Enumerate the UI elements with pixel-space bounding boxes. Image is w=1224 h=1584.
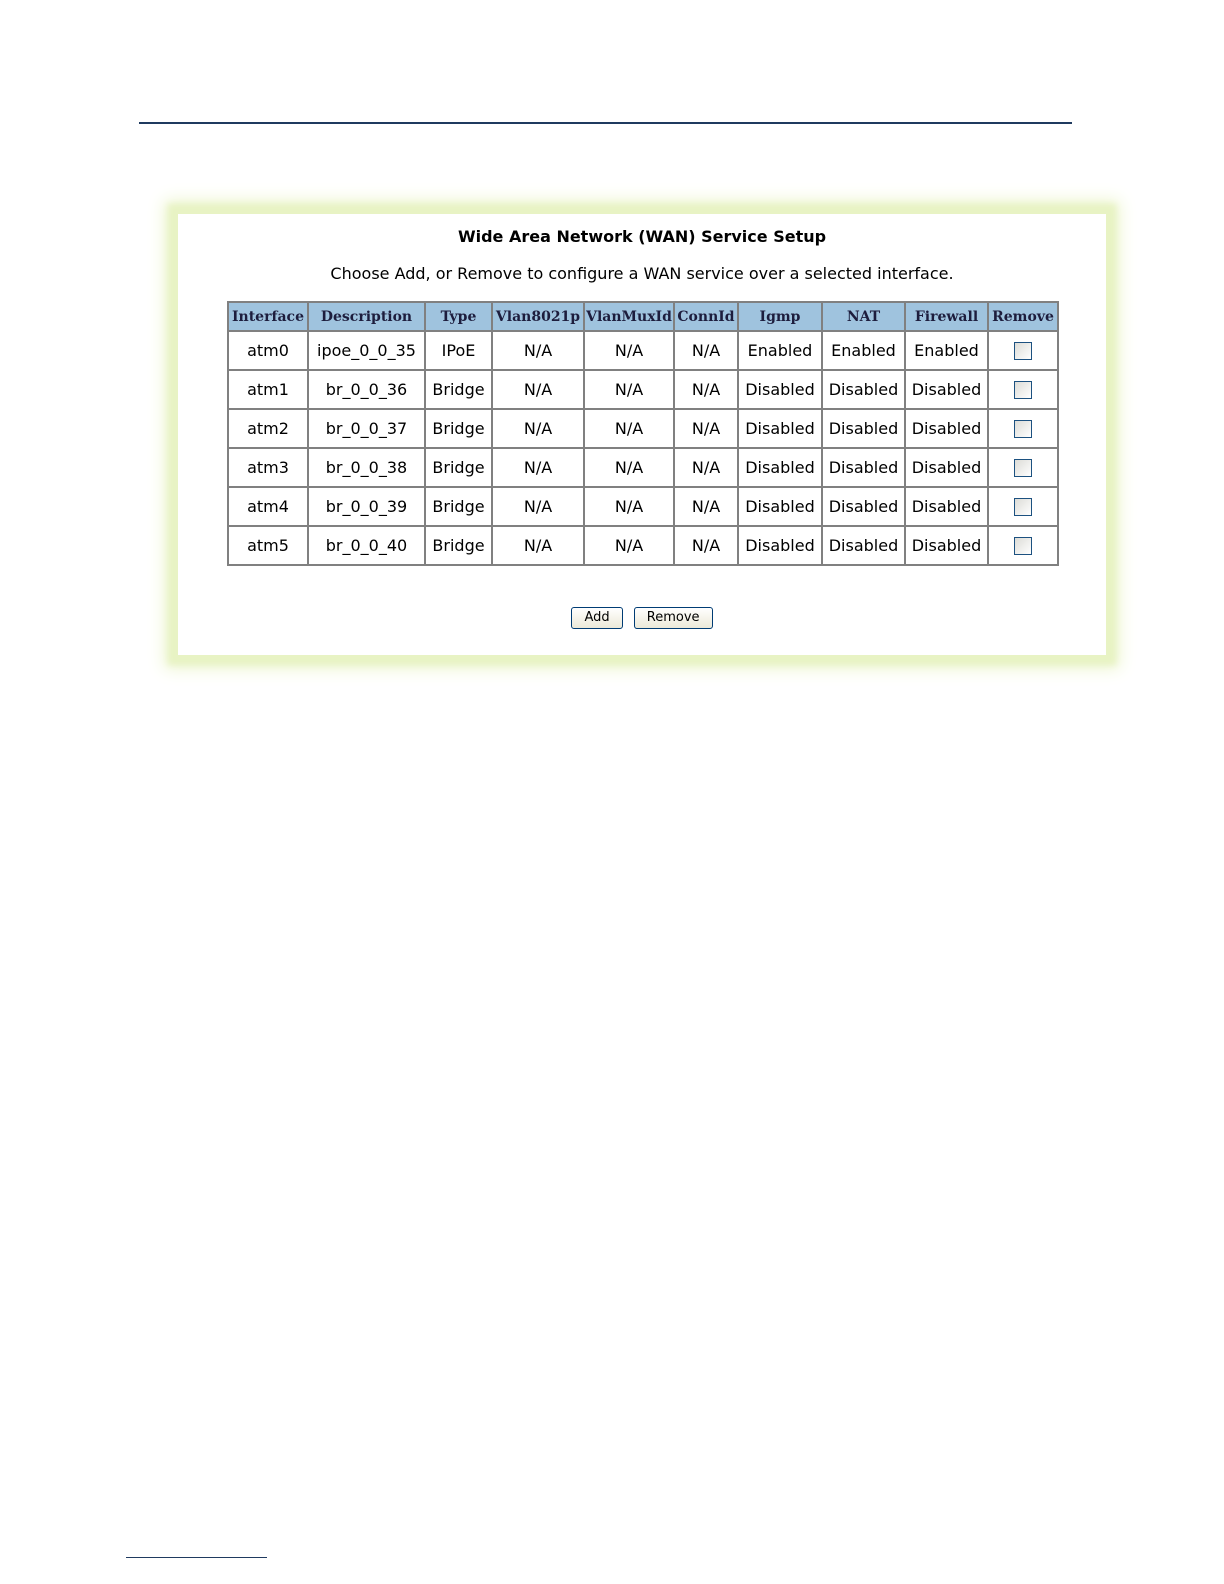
cell-igmp: Disabled — [738, 370, 822, 409]
table-row — [228, 526, 1058, 565]
cell-type: Bridge — [425, 448, 492, 487]
table-row — [228, 448, 1058, 487]
cell-vlanmuxid: N/A — [584, 526, 674, 565]
top-rule — [139, 122, 1072, 124]
cell-interface: atm5 — [228, 526, 308, 565]
cell-description: br_0_0_39 — [308, 487, 425, 526]
button-row — [178, 606, 1106, 629]
remove-button[interactable]: Remove — [634, 607, 713, 629]
cell-connid: N/A — [674, 448, 738, 487]
cell-description: br_0_0_40 — [308, 526, 425, 565]
cell-nat: Disabled — [822, 448, 905, 487]
cell-firewall: Enabled — [905, 331, 988, 370]
cell-firewall: Disabled — [905, 487, 988, 526]
cell-type: Bridge — [425, 370, 492, 409]
cell-vlanmuxid: N/A — [584, 370, 674, 409]
cell-type: IPoE — [425, 331, 492, 370]
cell-connid: N/A — [674, 526, 738, 565]
cell-connid: N/A — [674, 331, 738, 370]
header-remove: Remove — [988, 302, 1058, 331]
cell-connid: N/A — [674, 409, 738, 448]
cell-nat: Disabled — [822, 526, 905, 565]
remove-checkbox[interactable] — [1014, 459, 1032, 477]
remove-checkbox[interactable] — [1014, 342, 1032, 360]
cell-remove — [988, 526, 1058, 565]
cell-description: ipoe_0_0_35 — [308, 331, 425, 370]
cell-igmp: Disabled — [738, 409, 822, 448]
cell-vlan8021p: N/A — [492, 409, 584, 448]
footnote-rule — [126, 1557, 267, 1558]
header-vlanmuxid: VlanMuxId — [584, 302, 674, 331]
cell-description: br_0_0_37 — [308, 409, 425, 448]
cell-firewall: Disabled — [905, 448, 988, 487]
cell-vlan8021p: N/A — [492, 487, 584, 526]
remove-checkbox[interactable] — [1014, 420, 1032, 438]
cell-vlanmuxid: N/A — [584, 448, 674, 487]
header-nat: NAT — [822, 302, 905, 331]
cell-interface: atm4 — [228, 487, 308, 526]
cell-description: br_0_0_36 — [308, 370, 425, 409]
instruction-text: Choose Add, or Remove to configure a WAN service over a selected interface. — [330, 264, 954, 283]
cell-connid: N/A — [674, 487, 738, 526]
cell-igmp: Disabled — [738, 487, 822, 526]
wan-service-setup-panel — [178, 214, 1106, 655]
cell-firewall: Disabled — [905, 526, 988, 565]
table-row — [228, 331, 1058, 370]
cell-interface: atm0 — [228, 331, 308, 370]
wan-service-table — [227, 301, 1059, 566]
cell-vlanmuxid: N/A — [584, 331, 674, 370]
cell-connid: N/A — [674, 370, 738, 409]
header-type: Type — [425, 302, 492, 331]
cell-interface: atm1 — [228, 370, 308, 409]
cell-remove — [988, 409, 1058, 448]
cell-vlan8021p: N/A — [492, 331, 584, 370]
add-button[interactable]: Add — [571, 607, 622, 629]
cell-nat: Disabled — [822, 487, 905, 526]
cell-firewall: Disabled — [905, 409, 988, 448]
page-title: Wide Area Network (WAN) Service Setup — [457, 227, 827, 246]
cell-description: br_0_0_38 — [308, 448, 425, 487]
cell-remove — [988, 487, 1058, 526]
table-row — [228, 370, 1058, 409]
cell-remove — [988, 370, 1058, 409]
cell-igmp: Disabled — [738, 448, 822, 487]
cell-firewall: Disabled — [905, 370, 988, 409]
cell-vlanmuxid: N/A — [584, 409, 674, 448]
cell-igmp: Enabled — [738, 331, 822, 370]
cell-vlan8021p: N/A — [492, 448, 584, 487]
table-header-row — [228, 302, 1058, 331]
table-row — [228, 487, 1058, 526]
cell-interface: atm2 — [228, 409, 308, 448]
table-row — [228, 409, 1058, 448]
cell-nat: Disabled — [822, 409, 905, 448]
cell-type: Bridge — [425, 409, 492, 448]
cell-type: Bridge — [425, 487, 492, 526]
header-igmp: Igmp — [738, 302, 822, 331]
cell-nat: Enabled — [822, 331, 905, 370]
cell-vlan8021p: N/A — [492, 526, 584, 565]
cell-igmp: Disabled — [738, 526, 822, 565]
remove-checkbox[interactable] — [1014, 498, 1032, 516]
header-firewall: Firewall — [905, 302, 988, 331]
remove-checkbox[interactable] — [1014, 537, 1032, 555]
cell-nat: Disabled — [822, 370, 905, 409]
cell-remove — [988, 448, 1058, 487]
header-vlan8021p: Vlan8021p — [492, 302, 584, 331]
header-connid: ConnId — [674, 302, 738, 331]
cell-remove — [988, 331, 1058, 370]
cell-type: Bridge — [425, 526, 492, 565]
header-description: Description — [308, 302, 425, 331]
header-interface: Interface — [228, 302, 308, 331]
remove-checkbox[interactable] — [1014, 381, 1032, 399]
cell-interface: atm3 — [228, 448, 308, 487]
cell-vlan8021p: N/A — [492, 370, 584, 409]
cell-vlanmuxid: N/A — [584, 487, 674, 526]
